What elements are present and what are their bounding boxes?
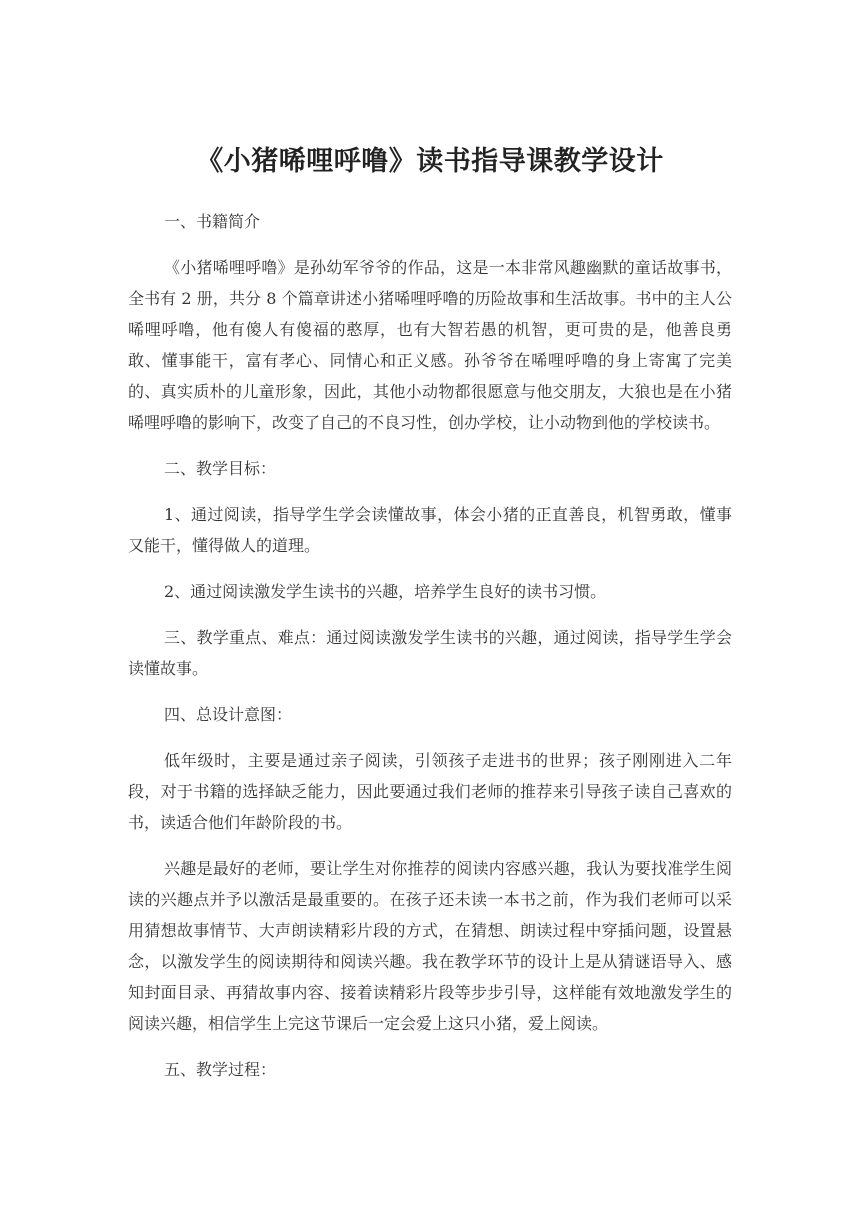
- section-heading-teaching-goals: 二、教学目标：: [164, 459, 277, 478]
- section-heading-design-intent: 四、总设计意图：: [164, 705, 293, 724]
- paragraph-key-points: 三、教学重点、难点：通过阅读激发学生读书的兴趣，通过阅读，指导学生学会读懂故事。: [128, 628, 732, 678]
- document-title: 《小猪唏哩呼噜》读书指导课教学设计: [196, 146, 664, 177]
- paragraph-design-intent-1: 低年级时，主要是通过亲子阅读，引领孩子走进书的世界；孩子刚刚进入二年段，对于书籍的选择缺乏能力，因此要通过我们老师的推荐来引导孩子读自己喜欢的书，读适合他们年龄阶段的书。: [128, 751, 732, 832]
- section-heading-teaching-process: 五、教学过程：: [164, 1060, 277, 1079]
- paragraph-goal-2: 2、通过阅读激发学生读书的兴趣，培养学生良好的读书习惯。: [164, 582, 607, 601]
- section-heading-book-intro: 一、书籍简介: [164, 212, 261, 231]
- paragraph-book-intro: 《小猪唏哩呼噜》是孙幼军爷爷的作品，这是一本非常风趣幽默的童话故事书，全书有 2 册，共分 8 个篇章讲述小猪唏哩呼噜的历险故事和生活故事。书中的主人公唏哩呼噜，他有傻人有傻福的憨厚，也有大智若愚的机智，更可贵的是，他善良勇敢、懂事能干，富有孝心、同情心和正义感。孙爷爷在唏哩呼噜的身上寄寓了完美的、真实质朴的儿童形象，因此，其他小动物都很愿意与他交朋友，大狼也是在小猪唏哩呼噜的影响下，改变了自己的不良习性，创办学校，让小动物到他的学校读书。: [128, 258, 732, 432]
- document-body: [128, 206, 732, 1100]
- paragraph-design-intent-2: 兴趣是最好的老师，要让学生对你推荐的阅读内容感兴趣，我认为要找准学生阅读的兴趣点并予以激活是最重要的。在孩子还未读一本书之前，作为我们老师可以采用猜想故事情节、大声朗读精彩片段的方式，在猜想、朗读过程中穿插问题，设置悬念，以激发学生的阅读期待和阅读兴趣。我在教学环节的设计上是从猜谜语导入、感知封面目录、再猜故事内容、接着读精彩片段等步步引导，这样能有效地激发学生的阅读兴趣，相信学生上完这节课后一定会爱上这只小猪，爱上阅读。: [128, 859, 732, 1033]
- paragraph-goal-1: 1、通过阅读，指导学生学会读懂故事，体会小猪的正直善良，机智勇敢，懂事又能干，懂得做人的道理。: [128, 505, 732, 555]
